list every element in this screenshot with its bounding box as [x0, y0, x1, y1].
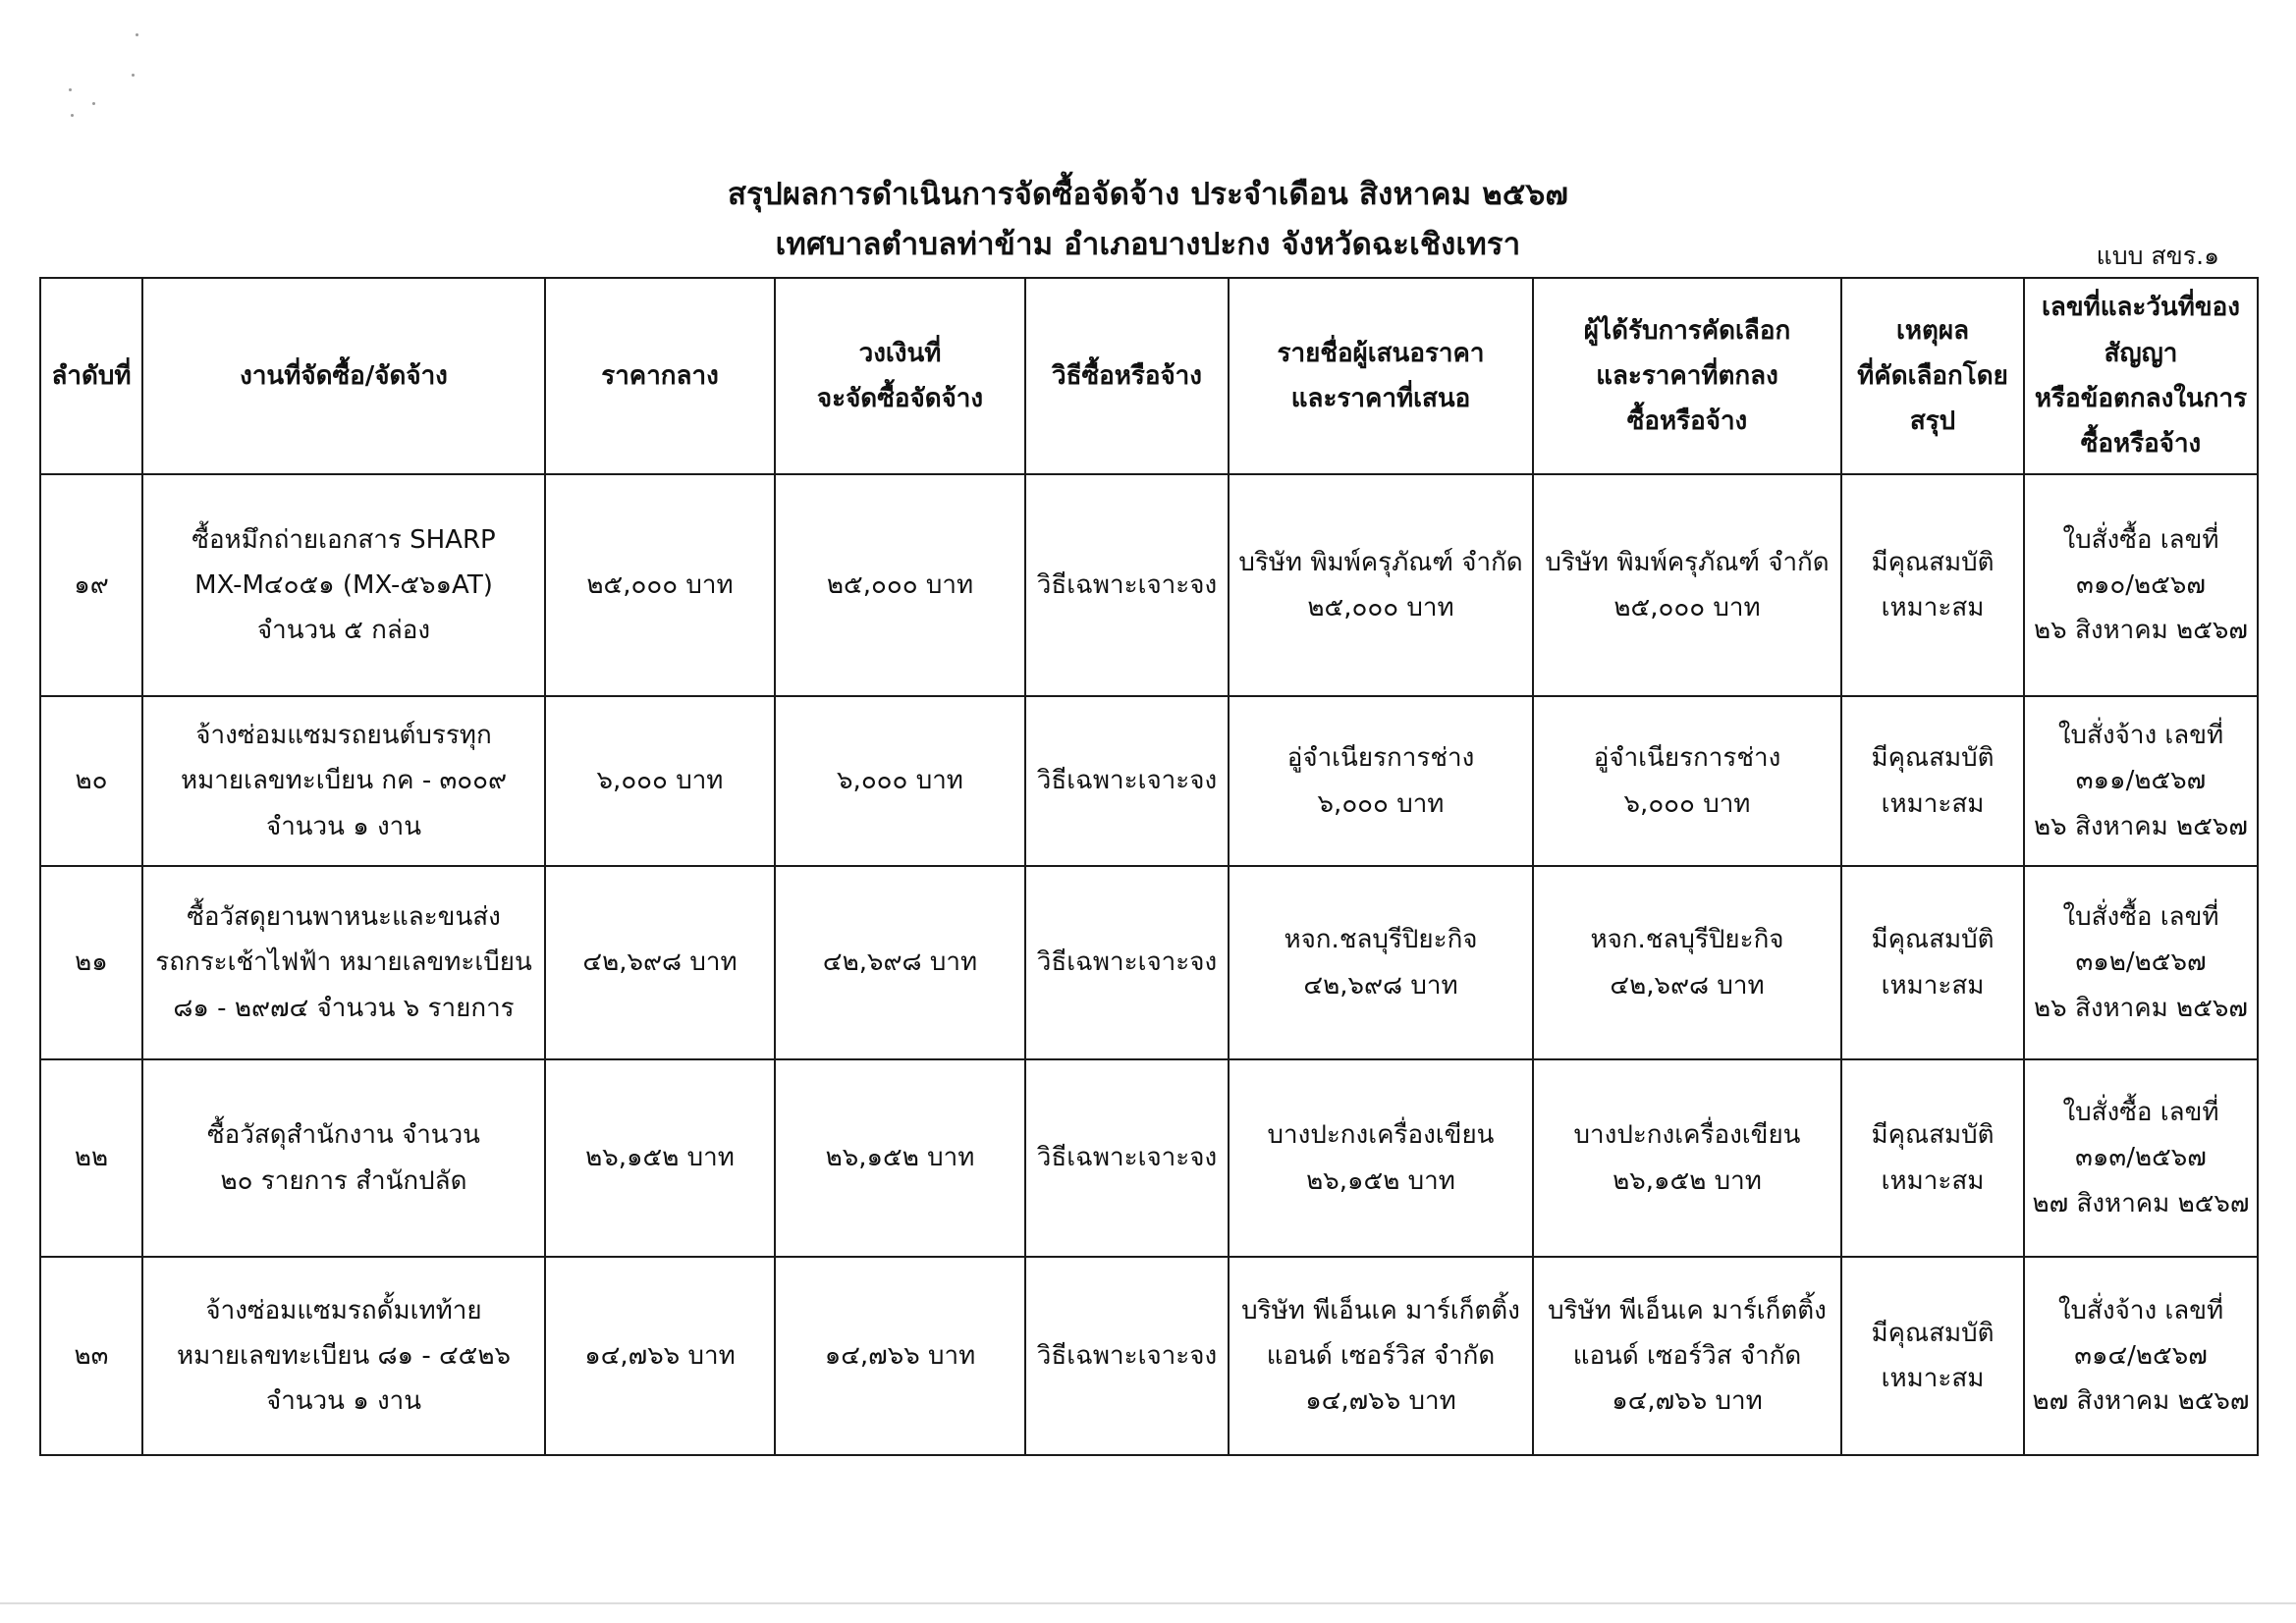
cell-work: จ้างซ่อมแซมรถดั้มเทท้าย หมายเลขทะเบียน ๘๑ - ๔๕๒๖ จำนวน ๑ งาน: [142, 1257, 545, 1455]
cell-bidders: บริษัท พีเอ็นเค มาร์เก็ตติ้ง แอนด์ เซอร์วิส จำกัด ๑๔,๗๖๖ บาท: [1229, 1257, 1533, 1455]
header-work: งานที่จัดซื้อ/จัดจ้าง: [142, 278, 545, 474]
cell-bidders: บางปะกงเครื่องเขียน ๒๖,๑๕๒ บาท: [1229, 1059, 1533, 1257]
cell-median-price: ๑๔,๗๖๖ บาท: [545, 1257, 775, 1455]
cell-bidders: หจก.ชลบุรีปิยะกิจ ๔๒,๖๙๘ บาท: [1229, 866, 1533, 1059]
cell-budget: ๑๔,๗๖๖ บาท: [775, 1257, 1025, 1455]
table-row: [40, 696, 2258, 866]
cell-work: ซื้อหมึกถ่ายเอกสาร SHARP MX-M๔๐๕๑ (MX-๕๖๑AT) จำนวน ๕ กล่อง: [142, 474, 545, 696]
form-code-label: แบบ สขร.๑: [2096, 242, 2219, 270]
cell-budget: ๔๒,๖๙๘ บาท: [775, 866, 1025, 1059]
scan-speck: [136, 33, 138, 36]
header-bidders: รายชื่อผู้เสนอราคา และราคาที่เสนอ: [1229, 278, 1533, 474]
cell-contract: ใบสั่งจ้าง เลขที่ ๓๑๑/๒๕๖๗ ๒๖ สิงหาคม ๒๕๖๗: [2024, 696, 2258, 866]
scan-speck: [132, 74, 135, 77]
header-selected: ผู้ได้รับการคัดเลือก และราคาที่ตกลง ซื้อหรือจ้าง: [1533, 278, 1841, 474]
cell-median-price: ๒๖,๑๕๒ บาท: [545, 1059, 775, 1257]
cell-median-price: ๔๒,๖๙๘ บาท: [545, 866, 775, 1059]
cell-no: ๑๙: [40, 474, 142, 696]
page-subtitle: เทศบาลตำบลท่าข้าม อำเภอบางปะกง จังหวัดฉะเชิงเทรา: [775, 227, 1521, 262]
cell-work: ซื้อวัสดุสำนักงาน จำนวน ๒๐ รายการ สำนักปลัด: [142, 1059, 545, 1257]
cell-contract: ใบสั่งซื้อ เลขที่ ๓๑๐/๒๕๖๗ ๒๖ สิงหาคม ๒๕๖๗: [2024, 474, 2258, 696]
cell-median-price: ๒๕,๐๐๐ บาท: [545, 474, 775, 696]
table-row: [40, 1059, 2258, 1257]
scan-speck: [92, 102, 95, 105]
header-no: ลำดับที่: [40, 278, 142, 474]
cell-contract: ใบสั่งจ้าง เลขที่ ๓๑๔/๒๕๖๗ ๒๗ สิงหาคม ๒๕๖๗: [2024, 1257, 2258, 1455]
cell-work: จ้างซ่อมแซมรถยนต์บรรทุก หมายเลขทะเบียน กค - ๓๐๐๙ จำนวน ๑ งาน: [142, 696, 545, 866]
page-title: สรุปผลการดำเนินการจัดซื้อจัดจ้าง ประจำเดือน สิงหาคม ๒๕๖๗: [728, 177, 1568, 212]
procurement-summary-table: [39, 277, 2259, 1456]
cell-method: วิธีเฉพาะเจาะจง: [1025, 1257, 1229, 1455]
cell-selected: อู่จำเนียรการช่าง ๖,๐๐๐ บาท: [1533, 696, 1841, 866]
cell-contract: ใบสั่งซื้อ เลขที่ ๓๑๒/๒๕๖๗ ๒๖ สิงหาคม ๒๕๖๗: [2024, 866, 2258, 1059]
cell-selected: บริษัท พิมพ์ครุภัณฑ์ จำกัด ๒๕,๐๐๐ บาท: [1533, 474, 1841, 696]
cell-bidders: บริษัท พิมพ์ครุภัณฑ์ จำกัด ๒๕,๐๐๐ บาท: [1229, 474, 1533, 696]
cell-reason: มีคุณสมบัติ เหมาะสม: [1841, 1257, 2024, 1455]
cell-budget: ๒๕,๐๐๐ บาท: [775, 474, 1025, 696]
cell-no: ๒๑: [40, 866, 142, 1059]
cell-work: ซื้อวัสดุยานพาหนะและขนส่ง รถกระเช้าไฟฟ้า หมายเลขทะเบียน ๘๑ - ๒๙๗๔ จำนวน ๖ รายการ: [142, 866, 545, 1059]
scan-speck: [71, 114, 74, 117]
table-header-row: [40, 278, 2258, 474]
cell-method: วิธีเฉพาะเจาะจง: [1025, 1059, 1229, 1257]
cell-selected: บางปะกงเครื่องเขียน ๒๖,๑๕๒ บาท: [1533, 1059, 1841, 1257]
cell-median-price: ๖,๐๐๐ บาท: [545, 696, 775, 866]
cell-budget: ๖,๐๐๐ บาท: [775, 696, 1025, 866]
cell-budget: ๒๖,๑๕๒ บาท: [775, 1059, 1025, 1257]
cell-selected: หจก.ชลบุรีปิยะกิจ ๔๒,๖๙๘ บาท: [1533, 866, 1841, 1059]
cell-reason: มีคุณสมบัติ เหมาะสม: [1841, 474, 2024, 696]
cell-reason: มีคุณสมบัติ เหมาะสม: [1841, 1059, 2024, 1257]
cell-selected: บริษัท พีเอ็นเค มาร์เก็ตติ้ง แอนด์ เซอร์วิส จำกัด ๑๔,๗๖๖ บาท: [1533, 1257, 1841, 1455]
header-budget: วงเงินที่ จะจัดซื้อจัดจ้าง: [775, 278, 1025, 474]
table-row: [40, 474, 2258, 696]
header-contract: เลขที่และวันที่ของ สัญญา หรือข้อตกลงในการ ซื้อหรือจ้าง: [2024, 278, 2258, 474]
header-median-price: ราคากลาง: [545, 278, 775, 474]
cell-reason: มีคุณสมบัติ เหมาะสม: [1841, 696, 2024, 866]
cell-reason: มีคุณสมบัติ เหมาะสม: [1841, 866, 2024, 1059]
header-reason: เหตุผล ที่คัดเลือกโดย สรุป: [1841, 278, 2024, 474]
cell-method: วิธีเฉพาะเจาะจง: [1025, 474, 1229, 696]
table-row: [40, 866, 2258, 1059]
cell-no: ๒๓: [40, 1257, 142, 1455]
cell-method: วิธีเฉพาะเจาะจง: [1025, 696, 1229, 866]
cell-contract: ใบสั่งซื้อ เลขที่ ๓๑๓/๒๕๖๗ ๒๗ สิงหาคม ๒๕๖๗: [2024, 1059, 2258, 1257]
cell-no: ๒๒: [40, 1059, 142, 1257]
cell-bidders: อู่จำเนียรการช่าง ๖,๐๐๐ บาท: [1229, 696, 1533, 866]
cell-method: วิธีเฉพาะเจาะจง: [1025, 866, 1229, 1059]
cell-no: ๒๐: [40, 696, 142, 866]
scan-edge-line: [0, 1602, 2296, 1604]
scan-speck: [69, 88, 72, 91]
header-method: วิธีซื้อหรือจ้าง: [1025, 278, 1229, 474]
table-row: [40, 1257, 2258, 1455]
